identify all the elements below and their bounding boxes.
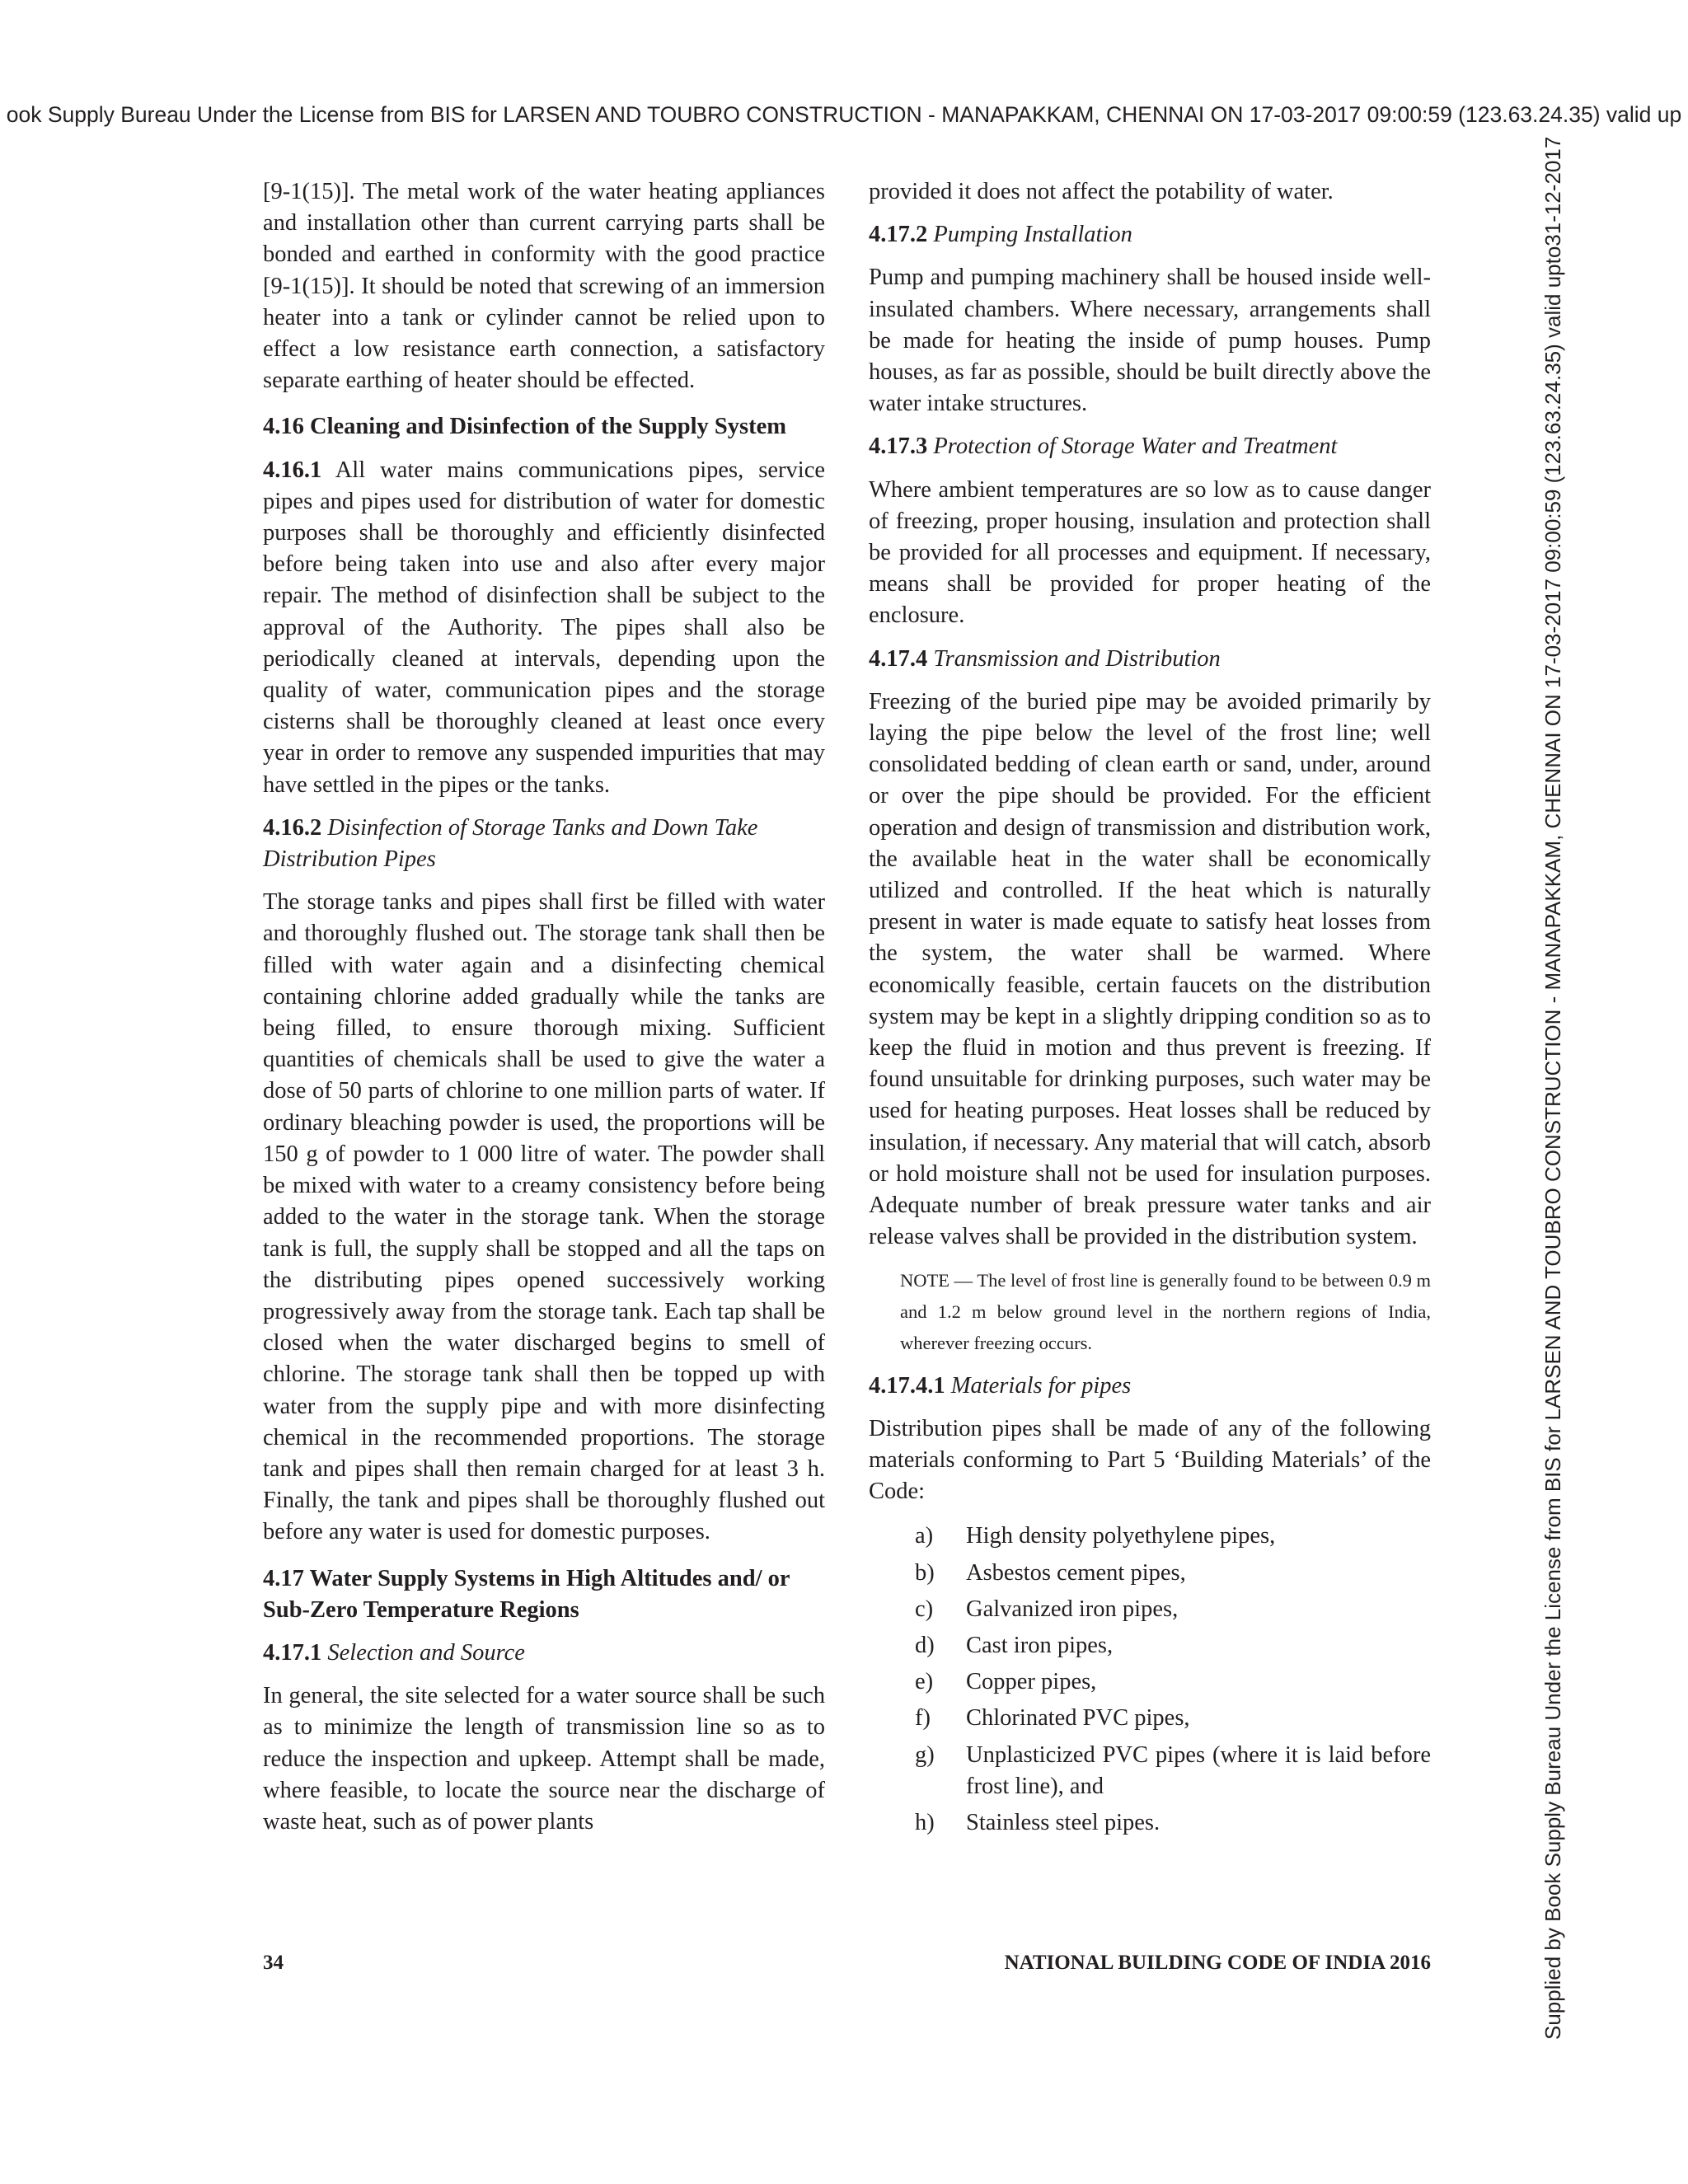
list-label: f) (915, 1705, 931, 1732)
section-number: 4.16.2 (263, 814, 322, 841)
watermark-top: ook Supply Bureau Under the License from BIS for LARSEN AND TOUBRO CONSTRUCTION - MANAPAKKAM, CHENNAI ON 17-03-2017 09:00:59 (123.63.24.35) valid up (6, 102, 1682, 127)
section-number: 4.17.1 (263, 1639, 322, 1666)
section-4-16-2-heading (263, 813, 825, 875)
section-4-17-1-heading (263, 1638, 825, 1669)
section-4-17-heading: 4.17 Water Supply Systems in High Altitudes and/ or Sub-Zero Temperature Regions (263, 1565, 790, 1623)
section-4-17-4-1-paragraph: Distribution pipes shall be made of any of the following materials conforming to Part 5 ‘Building Materials’ of the Code: (869, 1415, 1431, 1505)
materials-list (869, 1521, 1431, 1839)
section-number: 4.17.3 (869, 434, 928, 460)
section-text: All water mains communications pipes, service pipes and pipes used for distribution of water for domestic purposes shall be thoroughly and efficiently disinfected before being taken into use and also after every major repair. The method of disinfection shall be subject to the approval of the Authority. The pipes shall also be periodically cleaned at intervals, depending upon the quality of water, communication pipes and the storage cisterns shall be thoroughly cleaned at least once every year in order to remove any suspended impurities that may have settled in the pipes or the tanks. (263, 457, 825, 798)
list-item (869, 1594, 1431, 1625)
section-number: 4.17.2 (869, 222, 928, 248)
section-title: Transmission and Distribution (927, 645, 1221, 672)
list-text: Asbestos cement pipes, (966, 1559, 1186, 1586)
section-4-17-4-1-heading (869, 1371, 1431, 1402)
right-column (869, 176, 1431, 1844)
list-item (869, 1558, 1431, 1589)
section-4-17-1-paragraph: In general, the site selected for a water source shall be such as to minimize the length of transmission line so as to reduce the inspection and upkeep. Attempt shall be made, where feasible, to locate the source near the discharge of waste heat, such as of power plants (263, 1683, 825, 1835)
section-4-16-1 (263, 455, 825, 801)
section-4-17-3-paragraph: Where ambient temperatures are so low as to cause danger of freezing, proper housing, insulation and protection shall be provided for all processes and equipment. If necessary, means shall be provided for proper heating of the enclosure. (869, 476, 1431, 629)
list-item (869, 1807, 1431, 1839)
section-4-17-3-heading (869, 431, 1431, 462)
section-4-17-4-paragraph: Freezing of the buried pipe may be avoided primarily by laying the pipe below the level of the frost line; well consolidated bedding of clean earth or sand, under, around or over the pipe should be provided. For the efficient operation and design of transmission and distribution work, the available heat in the water shall be economically utilized and controlled. If the heat which is naturally present in water is made equate to satisfy heat losses from the system, the water shall be warmed. Where economically feasible, certain faucets on the distribution system may be kept in a slightly dripping condition so as to keep the fluid in motion and thus prevent is freezing. If found unsuitable for drinking purposes, such water may be used for heating purposes. Heat losses shall be reduced by insulation, if necessary. Any material that will catch, absorb or hold moisture shall not be used for insulation purposes. Adequate number of break pressure water tanks and air release valves shall be provided in the distribution system. (869, 688, 1431, 1250)
list-label: c) (915, 1596, 934, 1622)
section-number: 4.16.1 (263, 457, 322, 483)
section-4-17-2-heading (869, 219, 1431, 251)
list-item (869, 1521, 1431, 1552)
section-number: 4.17.4 (869, 645, 928, 672)
left-column (263, 176, 825, 1838)
section-title: Pumping Installation (927, 222, 1132, 248)
section-number: 4.17.4.1 (869, 1372, 945, 1399)
continued-paragraph: provided it does not affect the potability of water. (869, 179, 1334, 204)
section-4-16-2-paragraph: The storage tanks and pipes shall first be filled with water and thoroughly flushed out. The storage tank shall then be filled with water again and a disinfecting chemical containing chlorine added gradually while the tanks are being filled, to ensure thorough mixing. Sufficient quantities of chemicals shall be used to give the water a dose of 50 parts of chlorine to one million parts of water. If ordinary bleaching powder is used, the proportions will be 150 g of powder to 1 000 litre of water. The powder shall be mixed with water to a creamy consistency before being added to the water in the storage tank. When the storage tank is full, the supply shall be stopped and all the taps on the distributing pipes opened successively working progressively away from the storage tank. Each tap shall be closed when the water discharged begins to smell of chlorine. The storage tank shall then be topped up with water from the supply pipe and with more disinfecting chemical in the recommended proportions. The storage tank and pipes shall then remain charged for at least 3 h. Finally, the tank and pipes shall be thoroughly flushed out before any water is used for domestic purposes. (263, 889, 825, 1545)
section-4-16-heading: 4.16 Cleaning and Disinfection of the Supply System (263, 414, 787, 440)
list-label: g) (915, 1741, 935, 1768)
section-title: Disinfection of Storage Tanks and Down Take Distribution Pipes (263, 814, 758, 873)
list-label: e) (915, 1669, 934, 1695)
section-4-17-2-paragraph: Pump and pumping machinery shall be housed inside well-insulated chambers. Where necessary, arrangements shall be made for heating the inside of pump houses. Pump houses, as far as possible, should be built directly above the water intake structures. (869, 265, 1431, 417)
list-label: a) (915, 1523, 934, 1549)
watermark-side: Supplied by Book Supply Bureau Under the License from BIS for LARSEN AND TOUBRO CONSTRUCTION - MANAPAKKAM, CHENNAI ON 17-03-2017 09:00:59 (123.63.24.35) valid upto31-12-2017 (1540, 136, 1565, 2040)
intro-paragraph: [9-1(15)]. The metal work of the water heating appliances and installation other than current carrying parts shall be bonded and earthed in conformity with the good practice [9-1(15)]. It should be noted that screwing of an immersion heater into a tank or cylinder cannot be relied upon to effect a low resistance earth connection, a satisfactory separate earthing of heater should be effected. (263, 179, 825, 394)
list-text: Cast iron pipes, (966, 1632, 1114, 1658)
list-item (869, 1703, 1431, 1734)
list-item (869, 1630, 1431, 1661)
section-4-17-4-heading (869, 644, 1431, 675)
page-footer (263, 1952, 1431, 1975)
list-text: Unplasticized PVC pipes (where it is laid before frost line), and (966, 1741, 1431, 1799)
list-text: Galvanized iron pipes, (966, 1596, 1179, 1622)
list-text: High density polyethylene pipes, (966, 1523, 1276, 1549)
publication-title: NATIONAL BUILDING CODE OF INDIA 2016 (1004, 1952, 1431, 1974)
section-title: Materials for pipes (945, 1372, 1132, 1399)
list-text: Stainless steel pipes. (966, 1809, 1160, 1835)
list-text: Chlorinated PVC pipes, (966, 1705, 1190, 1732)
list-text: Copper pipes, (966, 1669, 1097, 1695)
frost-line-note: NOTE — The level of frost line is generally found to be between 0.9 m and 1.2 m below ground level in the northern regions of India, wherever freezing occurs. (900, 1269, 1431, 1353)
section-title: Selection and Source (321, 1639, 525, 1666)
list-label: h) (915, 1809, 935, 1835)
list-label: b) (915, 1559, 935, 1586)
list-item (869, 1666, 1431, 1698)
page-number: 34 (263, 1952, 284, 1974)
section-title: Protection of Storage Water and Treatment (927, 434, 1338, 460)
list-label: d) (915, 1632, 935, 1658)
list-item (869, 1740, 1431, 1802)
